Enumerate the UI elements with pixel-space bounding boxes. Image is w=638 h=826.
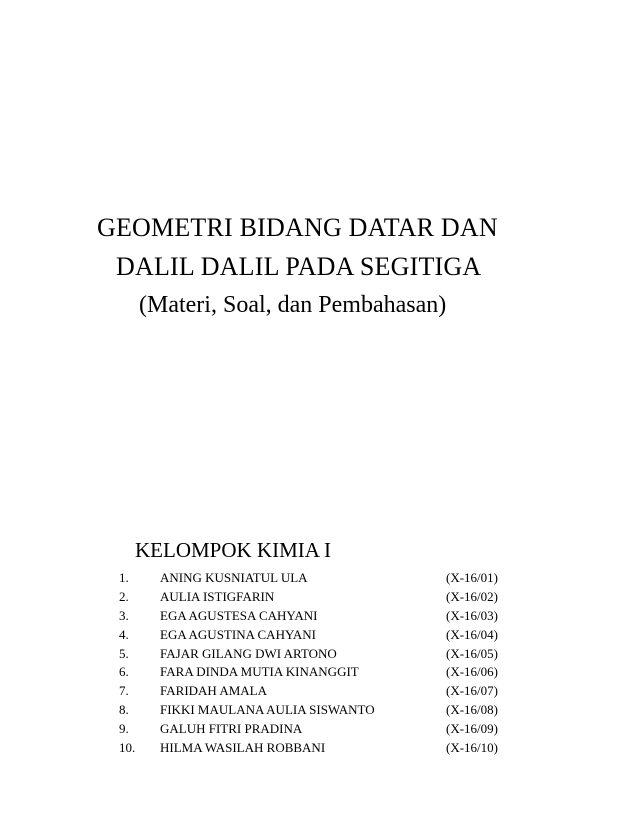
member-row [119, 663, 519, 682]
member-number: 7. [119, 683, 129, 699]
member-code: (X-16/07) [446, 683, 498, 699]
member-code: (X-16/08) [446, 702, 498, 718]
document-title-line-1: GEOMETRI BIDANG DATAR DAN [97, 213, 498, 242]
member-name: AULIA ISTIGFARIN [160, 588, 275, 604]
member-name: EGA AGUSTINA CAHYANI [160, 626, 317, 642]
member-code: (X-16/10) [446, 740, 498, 756]
member-number: 6. [119, 664, 129, 680]
member-code: (X-16/01) [446, 570, 498, 585]
member-number: 3. [119, 607, 129, 623]
member-number: 5. [119, 645, 129, 661]
member-number: 8. [119, 702, 129, 718]
member-name: GALUH FITRI PRADINA [160, 721, 303, 737]
member-row [119, 626, 519, 645]
member-row [119, 569, 519, 588]
member-code: (X-16/06) [446, 664, 498, 680]
member-row [119, 588, 519, 607]
member-row [119, 739, 519, 758]
member-number: 2. [119, 588, 129, 604]
member-number: 9. [119, 721, 129, 737]
member-row [119, 701, 519, 720]
member-list [119, 569, 519, 758]
member-code: (X-16/09) [446, 721, 498, 737]
member-row [119, 645, 519, 664]
member-code: (X-16/05) [446, 645, 498, 661]
member-code: (X-16/04) [446, 626, 498, 642]
member-row [119, 720, 519, 739]
member-name: FARIDAH AMALA [160, 683, 268, 699]
member-name: FARA DINDA MUTIA KINANGGIT [160, 664, 359, 680]
member-name: EGA AGUSTESA CAHYANI [160, 607, 318, 623]
member-code: (X-16/03) [446, 607, 498, 623]
member-number: 4. [119, 626, 129, 642]
document-subtitle: (Materi, Soal, dan Pembahasan) [139, 292, 447, 318]
member-name: FAJAR GILANG DWI ARTONO [160, 645, 337, 661]
member-row [119, 607, 519, 626]
group-heading: KELOMPOK KIMIA I [135, 538, 331, 562]
member-row [119, 682, 519, 701]
member-name: ANING KUSNIATUL ULA [160, 570, 308, 585]
member-number: 10. [119, 740, 136, 756]
member-name: FIKKI MAULANA AULIA SISWANTO [160, 702, 375, 718]
member-name: HILMA WASILAH ROBBANI [160, 740, 326, 756]
document-title-line-2: DALIL DALIL PADA SEGITIGA [116, 252, 482, 281]
member-number: 1. [119, 570, 129, 585]
member-code: (X-16/02) [446, 588, 498, 604]
